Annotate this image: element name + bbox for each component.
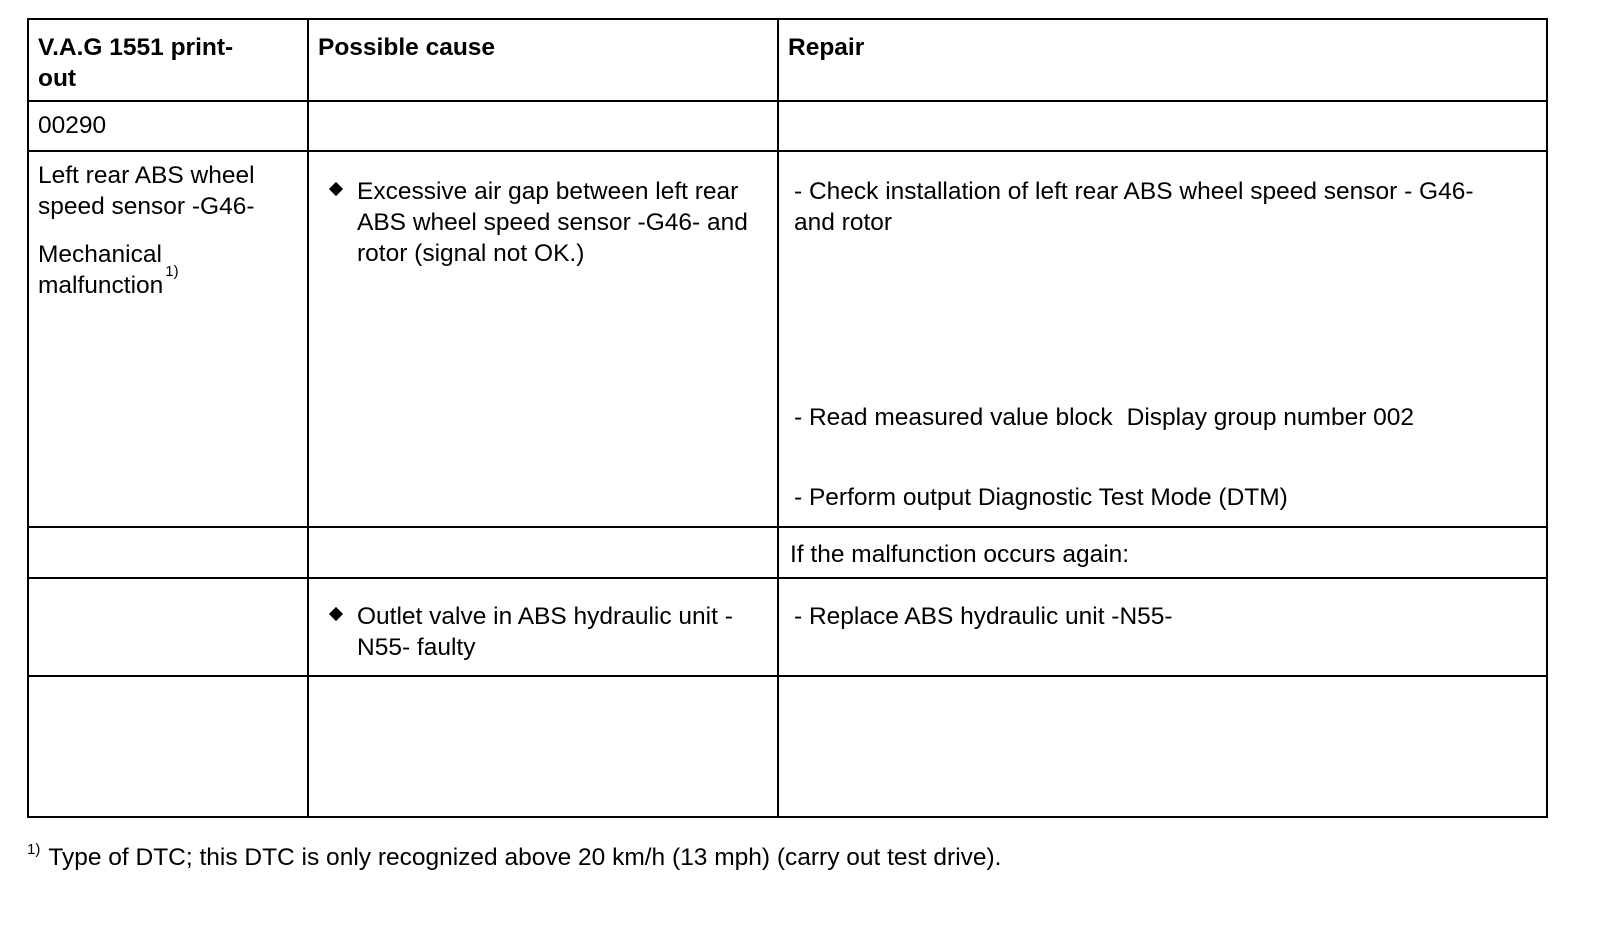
- diamond-bullet-icon: [329, 602, 343, 616]
- repair-cell: [778, 578, 1547, 676]
- footnote-text: Type of DTC; this DTC is only recognized above 20 km/h (13 mph) (carry out test drive).: [48, 844, 1002, 871]
- header-row: [28, 19, 1547, 101]
- fault-row: [28, 151, 1547, 527]
- cause-cell: [308, 151, 778, 527]
- header-cause: Possible cause: [318, 34, 496, 61]
- again-cell: [778, 527, 1547, 578]
- header-printout-cell: [28, 19, 308, 101]
- empty-cell: [28, 527, 308, 578]
- again-row: [28, 527, 1547, 578]
- empty-cell: [308, 101, 778, 151]
- footnote-marker: 1): [165, 263, 179, 280]
- fault-type-wrap: [38, 239, 301, 301]
- repair-read-measured: [794, 402, 1516, 433]
- footnote: [27, 842, 1001, 873]
- repair-read-measured-a: - Read measured value block: [794, 404, 1113, 431]
- header-repair-cell: [778, 19, 1547, 101]
- empty-cell: [28, 578, 308, 676]
- repair-check-installation: - Check installation of left rear ABS wheel speed sensor - G46- and rotor: [794, 178, 1474, 236]
- cause-cell: [308, 578, 778, 676]
- cause-item: [309, 579, 777, 663]
- repair-replace-unit: - Replace ABS hydraulic unit -N55-: [794, 603, 1173, 630]
- fault-component: Left rear ABS wheel speed sensor -G46-: [38, 162, 255, 220]
- fault-type: Mechanical malfunction: [38, 241, 164, 299]
- cause-text: Excessive air gap between left rear ABS wheel speed sensor -G46- and rotor (signal not OK.): [357, 178, 748, 267]
- cause-item: [309, 152, 777, 269]
- fault-description-cell: [28, 151, 308, 527]
- empty-row: [28, 676, 1547, 817]
- empty-cell: [28, 676, 308, 817]
- valve-row: [28, 578, 1547, 676]
- dtc-code: 00290: [38, 112, 107, 139]
- empty-cell: [778, 676, 1547, 817]
- diamond-bullet-icon: [329, 177, 343, 191]
- header-repair: Repair: [788, 34, 865, 61]
- repair-read-measured-b: Display group number 002: [1126, 404, 1415, 431]
- repair-if-again: If the malfunction occurs again:: [790, 541, 1130, 568]
- empty-cell: [308, 527, 778, 578]
- empty-cell: [308, 676, 778, 817]
- code-cell: [28, 101, 308, 151]
- empty-cell: [778, 101, 1547, 151]
- code-row: [28, 101, 1547, 151]
- header-printout: V.A.G 1551 print- out: [38, 34, 234, 92]
- repair-cell: [778, 151, 1547, 527]
- diagnostic-table: [27, 18, 1548, 818]
- repair-perform-output: - Perform output Diagnostic Test Mode (DTM): [794, 484, 1288, 511]
- footnote-marker: 1): [27, 841, 41, 858]
- cause-text: Outlet valve in ABS hydraulic unit -N55- faulty: [357, 603, 733, 661]
- header-cause-cell: [308, 19, 778, 101]
